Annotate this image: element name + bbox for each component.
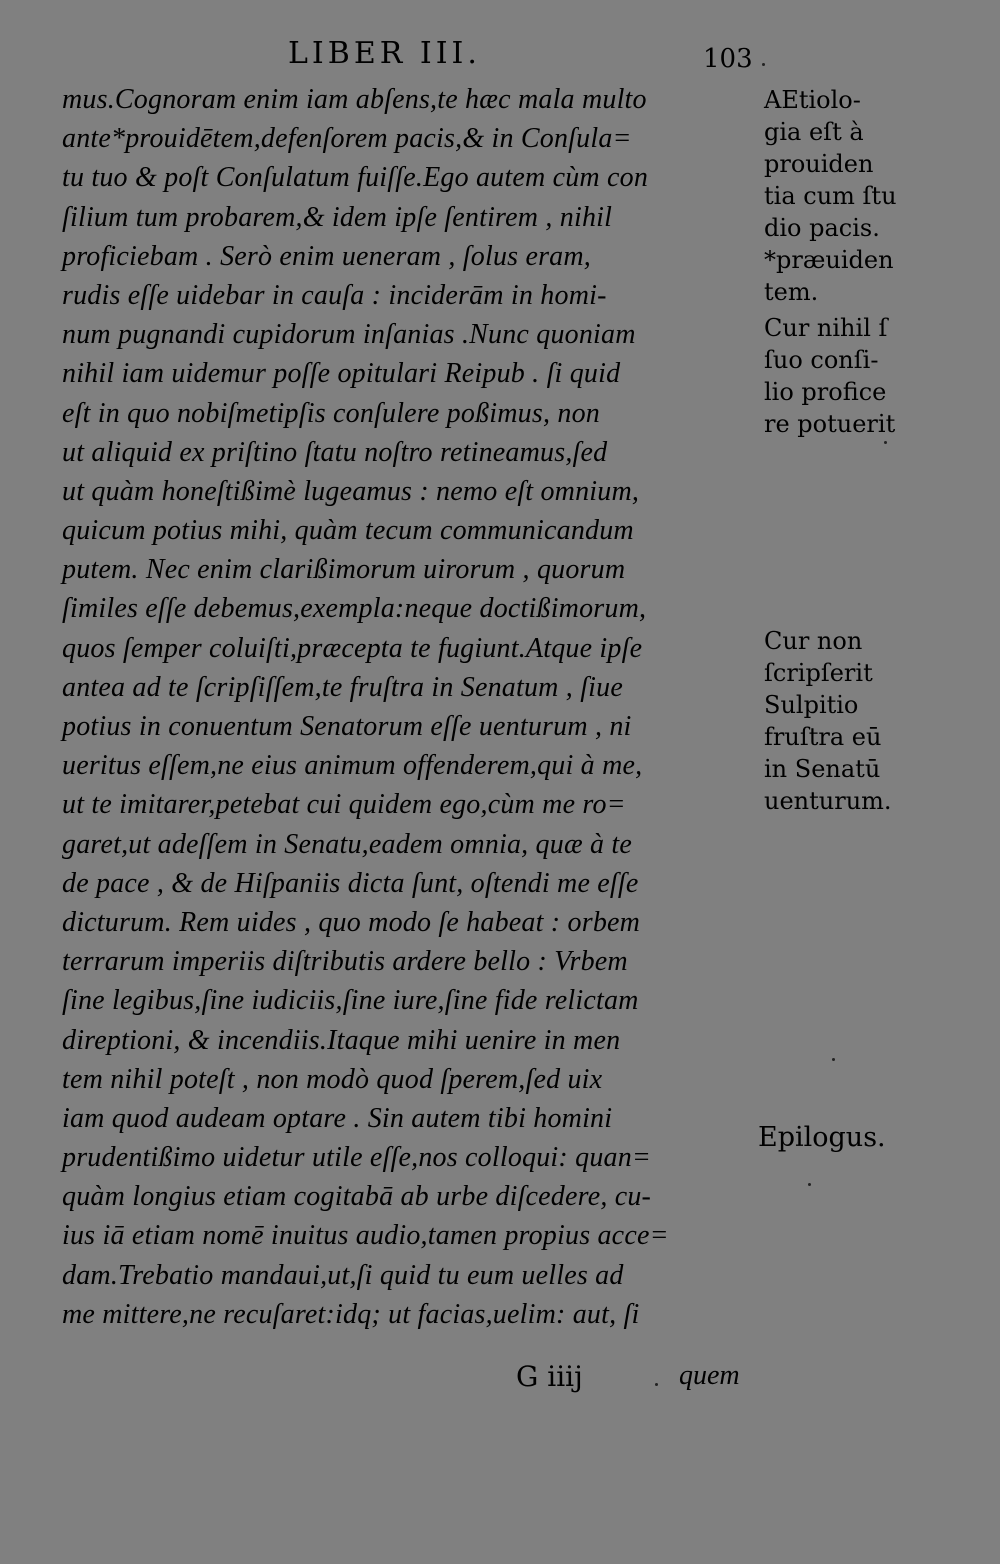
text-line: ſimiles eſſe debemus,exempla:neque doctißimorum, [62, 593, 647, 625]
note-line: lio profice [764, 378, 887, 406]
ink-speck [762, 63, 765, 66]
text-line: tem nihil poteſt , non modò quod ſperem,ſed uix [62, 1063, 603, 1095]
ink-speck [655, 1383, 658, 1386]
text-line: me mittere,ne recuſaret:idq; ut facias,uelim: aut, ſi [62, 1298, 640, 1330]
note-line: ſuo conſi- [764, 346, 879, 374]
text-line: eſt in quo nobiſmetipſis conſulere poßimus, non [62, 397, 600, 429]
note-line: Sulpitio [764, 691, 859, 719]
text-line: ueritus eſſem,ne eius animum offenderem,qui à me, [62, 750, 643, 782]
text-line: ius iā etiam nomē inuitus audio,tamen propius acce= [62, 1220, 669, 1252]
text-line: ante*prouidētem,defenſorem pacis,& in Conſula= [62, 123, 632, 155]
text-line: nihil iam uidemur poſſe opitulari Reipub . ſi quid [62, 358, 621, 390]
text-line: iam quod audeam optare . Sin autem tibi homini [62, 1102, 613, 1134]
note-line: re potuerit [764, 410, 896, 438]
text-line: potius in conuentum Senatorum eſſe uenturum , ni [62, 711, 632, 742]
text-line: tu tuo & poſt Conſulatum fuiſſe.Ego autem cùm con [62, 162, 649, 194]
catchword: quem [679, 1360, 740, 1391]
text-line: ut aliquid ex priſtino ſtatu noſtro retineamus,ſed [62, 436, 608, 468]
note-line: *præuiden [764, 246, 894, 274]
note-line: uenturum. [764, 787, 892, 815]
ink-speck [808, 1183, 811, 1186]
text-line: terrarum imperiis diſtributis ardere bello : Vrbem [62, 946, 628, 978]
text-line: num pugnandi cupidorum inſanias .Nunc quoniam [62, 319, 636, 351]
text-line: rudis eſſe uidebar in cauſa : inciderām in homi- [62, 279, 607, 311]
text-line: quicum potius mihi, quàm tecum communicandum [62, 515, 634, 547]
signature-mark: G iiij [516, 1360, 583, 1393]
note-line: gia eſt à [764, 118, 864, 146]
text-line: ſilium tum probarem,& idem ipſe ſentirem , nihil [62, 201, 613, 233]
note-line: AEtiolo- [764, 86, 861, 114]
text-line: quàm longius etiam cogitabā ab urbe diſcedere, cu- [62, 1181, 652, 1213]
text-line: garet,ut adeſſem in Senatu,eadem omnia, quæ à te [62, 828, 633, 860]
text-line: quos ſemper coluiſti,præcepta te fugiunt.Atque ipſe [62, 632, 643, 664]
note-line: prouiden [764, 150, 874, 178]
margin-note-epilogus [758, 1122, 988, 1154]
text-line: direptioni, & incendiis.Itaque mihi uenire in men [62, 1024, 621, 1056]
page-number: 103 [703, 44, 753, 74]
ink-speck [884, 441, 887, 444]
ink-speck [832, 1058, 835, 1061]
text-line: ut te imitarer,petebat cui quidem ego,cùm me ro= [62, 789, 626, 821]
note-line: tia cum ſtu [764, 182, 897, 210]
text-line: dam.Trebatio mandaui,ut,ſi quid tu eum uelles ad [62, 1259, 624, 1291]
margin-note-cur-nihil [764, 312, 994, 440]
text-line: prudentißimo uidetur utile eſſe,nos colloqui: quan= [62, 1142, 652, 1174]
main-text-block [62, 80, 762, 1334]
running-head: LIBER III. [288, 36, 481, 71]
note-line: in Senatū [764, 755, 881, 783]
note-line: Cur non [764, 627, 863, 655]
text-line: proficiebam . Serò enim ueneram , ſolus eram, [62, 240, 591, 272]
note-line: Epilogus. [758, 1122, 886, 1153]
note-line: fruſtra eū [764, 723, 882, 751]
note-line: Cur nihil ſ [764, 314, 888, 342]
text-line: dicturum. Rem uides , quo modo ſe habeat : orbem [62, 906, 641, 938]
text-line: ut quàm honeſtißimè lugeamus : nemo eſt omnium, [62, 475, 640, 507]
note-line: dio pacis. [764, 214, 880, 242]
margin-note-aetiologia [764, 84, 994, 308]
text-line: ſine legibus,ſine iudiciis,ſine iure,ſine fide relictam [62, 985, 639, 1017]
margin-note-cur-non [764, 625, 994, 817]
note-line: ſcripſerit [764, 659, 873, 687]
text-line: mus.Cognoram enim iam abſens,te hæc mala multo [62, 84, 647, 115]
text-line: antea ad te ſcripſiſſem,te fruſtra in Senatum , ſiue [62, 671, 623, 703]
note-line: tem. [764, 278, 819, 306]
text-line: de pace , & de Hiſpaniis dicta ſunt, oſtendi me eſſe [62, 867, 639, 899]
text-line: putem. Nec enim clarißimorum uirorum , quorum [62, 554, 626, 586]
